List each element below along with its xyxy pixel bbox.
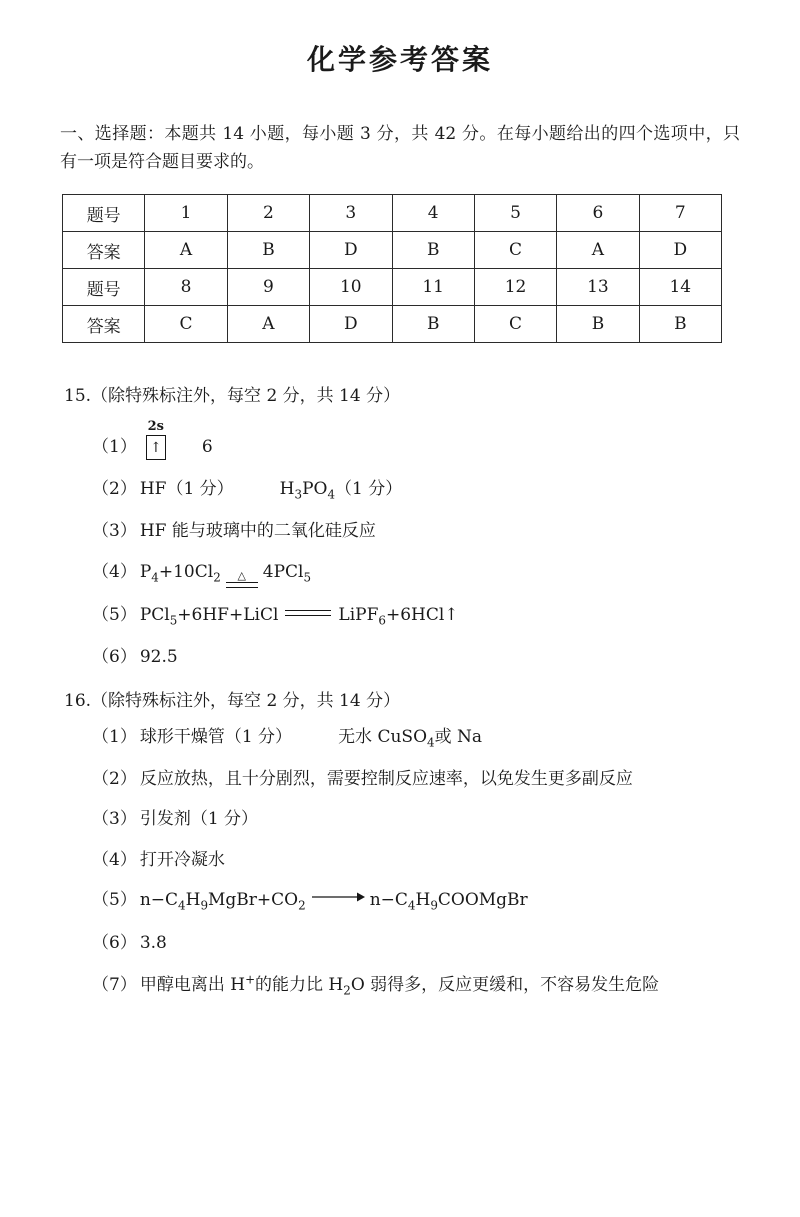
- table-cell: 11: [392, 269, 474, 306]
- item-value: 6: [201, 436, 213, 457]
- equation-left: $P_4+10Cl_2$: [139, 561, 221, 585]
- table-row-answers-2: [63, 306, 722, 343]
- answer-blank-2: $H_3PO_4(1$ 分）: [279, 479, 403, 502]
- electron-up-arrow-icon: ↑: [149, 439, 162, 456]
- orbital-diagram: [146, 420, 166, 460]
- q15-item-6: [92, 645, 740, 671]
- answer-table: [62, 194, 722, 343]
- table-cell: C: [145, 306, 227, 343]
- item-label: （3）: [92, 809, 137, 830]
- q15-item-1: [92, 420, 740, 460]
- table-cell: 3: [310, 195, 392, 232]
- q16-item-4: [92, 848, 740, 874]
- answer-text: 甲醇电离出 H+的能力比 $H_2O$ 弱得多，反应更缓和，不容易发生危险: [139, 972, 660, 998]
- item-label: （3）: [92, 521, 137, 542]
- item-label: （7）: [92, 974, 137, 995]
- table-cell: 10: [310, 269, 392, 306]
- q15-item-5: [92, 603, 740, 630]
- equation-left: PCl$_5$+6HF+LiCl: [139, 604, 279, 628]
- answer-blank-2: 无水 CuSO$_4$或 Na: [338, 726, 483, 749]
- item-label: （4）: [92, 561, 137, 582]
- q16-item-1: [92, 725, 740, 752]
- table-cell: B: [227, 232, 309, 269]
- row-header: 答案: [63, 306, 145, 343]
- answer-text: 引发剂（1 分）: [139, 809, 259, 830]
- q16-item-5: [92, 888, 740, 915]
- page-title: 化学参考答案: [306, 43, 493, 76]
- answer-text: HF 能与玻璃中的二氧化硅反应: [139, 521, 376, 542]
- table-cell: D: [310, 306, 392, 343]
- answer-value: 92.5: [139, 647, 178, 668]
- answer-text: 反应放热，且十分剧烈，需要控制反应速率，以免发生更多副反应: [139, 768, 633, 789]
- item-label: （1）: [92, 436, 137, 457]
- orbital-label: 2s: [147, 419, 165, 435]
- question-16-heading: 16.（除特殊标注外，每空 2 分，共 14 分）: [64, 690, 401, 711]
- orbital-box: [146, 435, 166, 460]
- table-cell: B: [392, 306, 474, 343]
- multiple-choice-section-intro: 一、选择题：本题共 14 小题，每小题 3 分，共 42 分。在每小题给出的四个选项中，只有一项是符合题目要求的。: [60, 124, 740, 173]
- row-header: 答案: [63, 232, 145, 269]
- table-cell: C: [474, 232, 556, 269]
- item-label: （6）: [92, 647, 137, 668]
- q15-item-4: [92, 560, 740, 588]
- question-16-items: [60, 725, 740, 1000]
- item-label: （2）: [92, 768, 137, 789]
- q16-item-2: [92, 767, 740, 793]
- q16-item-7: [92, 971, 740, 1000]
- table-cell: B: [639, 306, 721, 343]
- table-cell: C: [474, 306, 556, 343]
- q16-item-6: [92, 931, 740, 957]
- question-15-items: [60, 420, 740, 671]
- answer-blank-1: HF（1 分）: [139, 479, 234, 500]
- table-cell: 5: [474, 195, 556, 232]
- table-cell: 7: [639, 195, 721, 232]
- equation-right: LiPF$_6$+6HCl↑: [338, 604, 459, 628]
- table-row-answers-1: [63, 232, 722, 269]
- q15-item-2: [92, 477, 740, 504]
- question-15-heading: 15.（除特殊标注外，每空 2 分，共 14 分）: [64, 386, 401, 407]
- item-label: （1）: [92, 726, 137, 747]
- table-cell: 13: [557, 269, 639, 306]
- table-cell: A: [145, 232, 227, 269]
- row-header: 题号: [63, 269, 145, 306]
- double-line: [285, 610, 331, 616]
- q15-item-3: [92, 519, 740, 545]
- item-label: （2）: [92, 479, 137, 500]
- double-line: [226, 582, 258, 588]
- table-cell: D: [639, 232, 721, 269]
- table-cell: A: [557, 232, 639, 269]
- table-cell: 12: [474, 269, 556, 306]
- table-cell: 4: [392, 195, 474, 232]
- table-cell: 8: [145, 269, 227, 306]
- equation-right: 4PCl$_5$: [262, 561, 312, 585]
- table-cell: 1: [145, 195, 227, 232]
- reaction-condition: [226, 570, 258, 588]
- answer-text: 打开冷凝水: [139, 849, 225, 870]
- table-cell: A: [227, 306, 309, 343]
- table-cell: 6: [557, 195, 639, 232]
- table-cell: 9: [227, 269, 309, 306]
- row-header: 题号: [63, 195, 145, 232]
- table-cell: B: [557, 306, 639, 343]
- table-cell: D: [310, 232, 392, 269]
- question-16: [60, 686, 740, 1000]
- reaction-arrow-icon: [311, 891, 365, 903]
- delta-symbol: △: [237, 568, 246, 582]
- item-label: （5）: [92, 604, 137, 625]
- q16-item-3: [92, 807, 740, 833]
- table-row-question-numbers-1: [63, 195, 722, 232]
- table-row-question-numbers-2: [63, 269, 722, 306]
- answer-blank-1: 球形干燥管（1 分）: [139, 726, 293, 747]
- item-label: （5）: [92, 890, 137, 911]
- table-cell: 14: [639, 269, 721, 306]
- answer-value: 3.8: [139, 932, 167, 953]
- table-cell: B: [392, 232, 474, 269]
- equation-right: $n-C_4H_9COOMgBr$: [369, 890, 528, 913]
- item-label: （4）: [92, 849, 137, 870]
- table-cell: 2: [227, 195, 309, 232]
- question-15: [60, 381, 740, 671]
- item-label: （6）: [92, 932, 137, 953]
- equation-left: $n-C_4H_9MgBr+CO_2$: [139, 890, 306, 913]
